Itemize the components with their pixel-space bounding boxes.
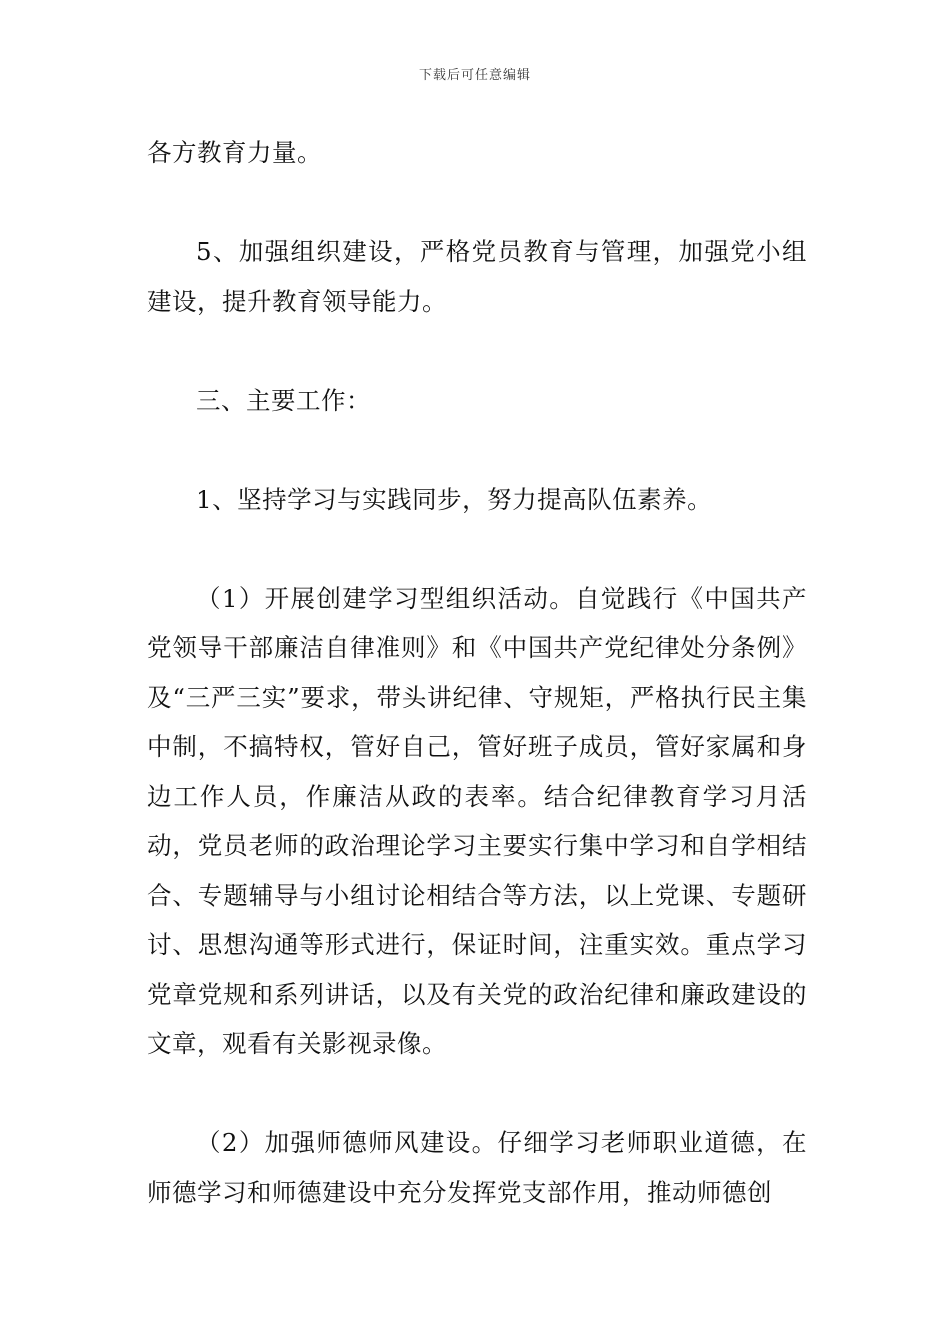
- section-heading-main-work: 三、主要工作：: [196, 385, 371, 415]
- paragraph-gap: [147, 178, 807, 228]
- paragraph-item-5: 5、加强组织建设，严格党员教育与管理，加强党小组建设，提升教育领导能力。: [147, 237, 807, 316]
- subheading-item-1: 1、坚持学习与实践同步，努力提高队伍素养。: [196, 484, 713, 514]
- paragraph-gap: [147, 524, 807, 574]
- paragraph-gap: [147, 425, 807, 475]
- page-header: 下载后可任意编辑: [418, 68, 531, 83]
- paragraph-teacher-ethics: （2）加强师德师风建设。仔细学习老师职业道德，在师德学习和师德建设中充分发挥党支部作用，推动师德创: [147, 1128, 807, 1207]
- paragraph-gap: [147, 1069, 807, 1119]
- document-body: [147, 128, 807, 1217]
- paragraph-gap: [147, 326, 807, 376]
- paragraph-continuation: 各方教育力量。: [147, 138, 322, 167]
- paragraph-learning-organization: （1）开展创建学习型组织活动。自觉践行《中国共产党领导干部廉洁自律准则》和《中国共产党纪律处分条例》及“三严三实”要求，带头讲纪律、守规矩，严格执行民主集中制，不搞特权，管好自己，管好班子成员，管好家属和身边工作人员，作廉洁从政的表率。结合纪律教育学习月活动，党员老师的政治理论学习主要实行集中学习和自学相结合、专题辅导与小组讨论相结合等方法，以上党课、专题研讨、思想沟通等形式进行，保证时间，注重实效。重点学习党章党规和系列讲话，以及有关党的政治纪律和廉政建设的文章，观看有关影视录像。: [147, 583, 807, 1058]
